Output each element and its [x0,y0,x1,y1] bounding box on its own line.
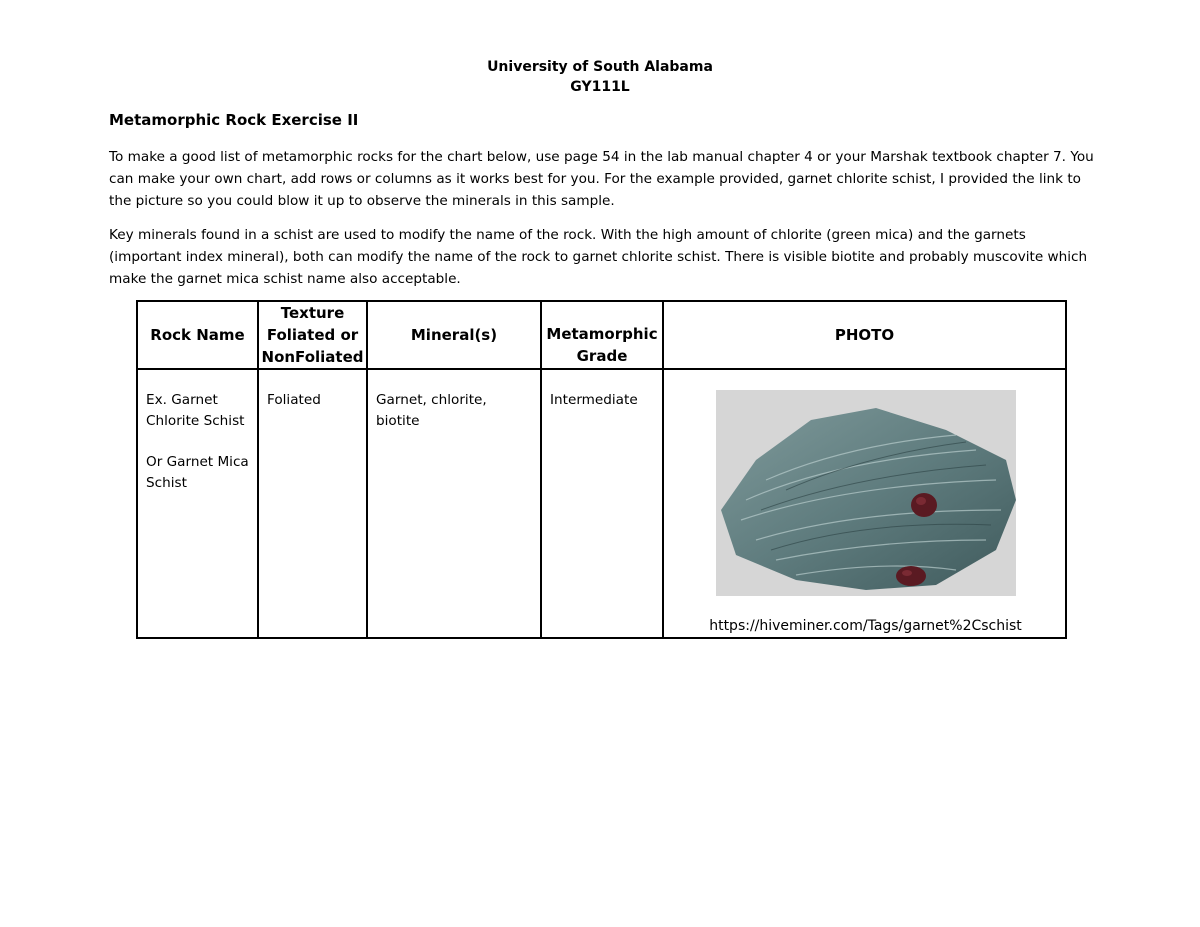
photo-source-link[interactable]: https://hiveminer.com/Tags/garnet%2Cschist [709,618,1022,634]
cell-photo [663,369,1066,638]
header-photo: PHOTO [663,301,1066,369]
rock-alt-name-line: Or Garnet Mica [146,454,249,470]
document-header [0,57,1200,97]
header-texture [258,301,367,369]
header-rock-name: Rock Name [137,301,258,369]
rock-alt-name-line: Schist [146,474,187,491]
cell-rock-name [137,369,258,638]
course-code: GY111L [570,79,630,95]
header-grade [541,301,663,369]
schist-explanation-paragraph: Key minerals found in a schist are used to modify the name of the rock. With the high amount of chlorite (green mica) and the garnets (important index mineral), both can modify the name of the rock to garnet chlorite schist. There is visible biotite and probably muscovite which make the garnet mica schist name also acceptable. [109,227,1088,287]
rock-name-line: Chlorite Schist [146,412,245,429]
header-grade-line: Grade [576,347,628,365]
header-grade-line: Metamorphic [546,325,658,343]
cell-minerals [367,369,541,638]
cell-grade: Intermediate [541,369,663,638]
metamorphic-rock-chart [136,300,1067,639]
instructions-paragraph: To make a good list of metamorphic rocks for the chart below, use page 54 in the lab manual chapter 4 or your Marshak textbook chapter 7. You can make your own chart, add rows or columns as it works best for you. For the example provided, garnet chlorite schist, I provided the link to the picture so you could blow it up to observe the minerals in this sample. [109,149,1094,209]
minerals-line: Garnet, chlorite, [376,392,487,408]
table-header-row [137,301,1066,369]
table-row [137,369,1066,638]
university-name: University of South Alabama [487,59,713,75]
exercise-title: Metamorphic Rock Exercise II [109,111,359,129]
schist-rock-photo-icon [716,390,1016,596]
header-texture-line: Foliated or [266,326,359,344]
rock-name-line: Ex. Garnet [146,392,218,408]
header-minerals: Mineral(s) [367,301,541,369]
header-texture-line: NonFoliated [261,348,364,366]
minerals-line: biotite [376,412,420,429]
cell-texture: Foliated [258,369,367,638]
header-texture-line: Texture [280,304,345,322]
